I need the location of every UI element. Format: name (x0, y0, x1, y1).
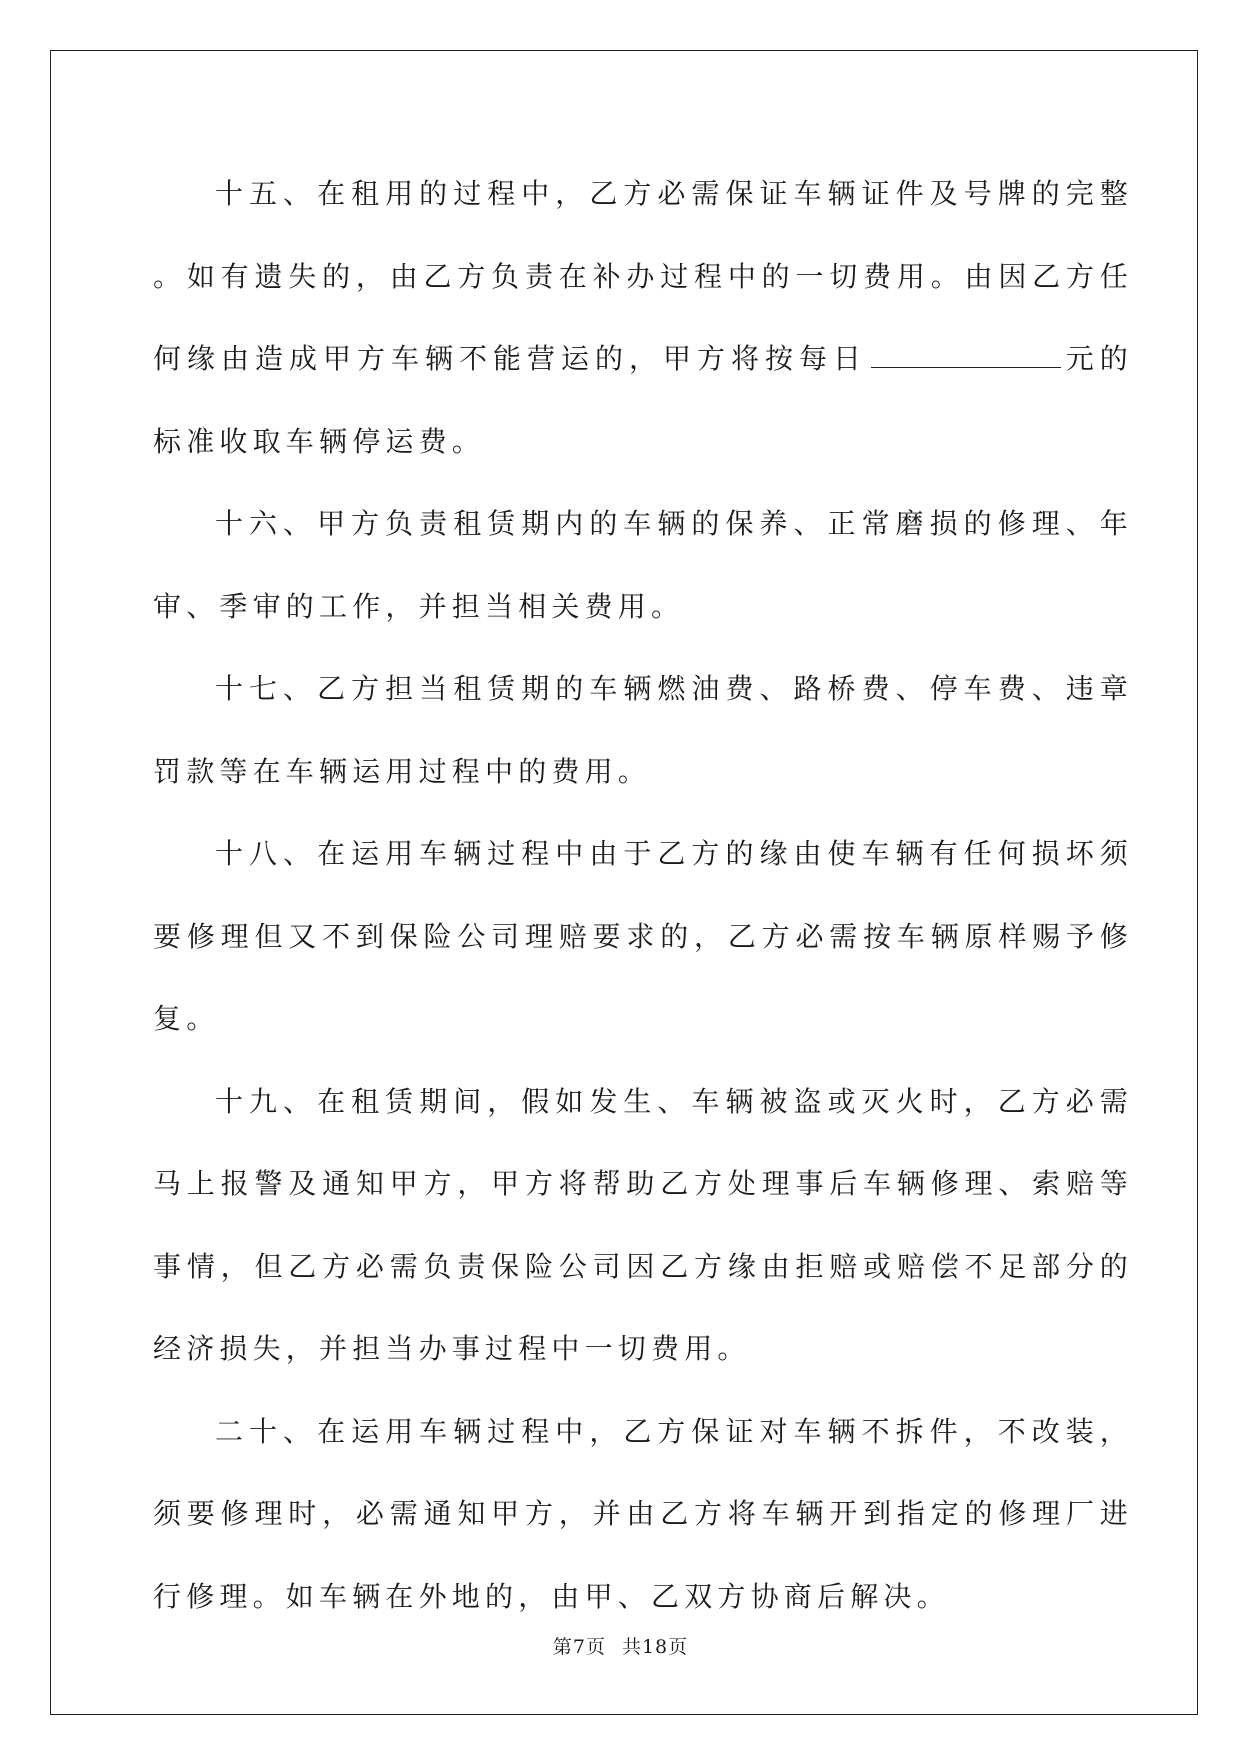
document-body (153, 153, 1133, 1638)
clause-15-paragraph (153, 153, 1133, 483)
clause-15-text-before-blank: 十五、在租用的过程中，乙方必需保证车辆证件及号牌的完整。如有遗失的，由乙方负责在补办过程中的一切费用。由因乙方任何缘由造成甲方车辆不能营运的，甲方将按每日 (153, 177, 1133, 375)
total-page-count: 共18页 (621, 1636, 689, 1658)
page-footer (0, 1632, 1241, 1659)
clause-19-paragraph: 十九、在租赁期间，假如发生、车辆被盗或灭火时，乙方必需马上报警及通知甲方，甲方将帮助乙方处理事后车辆修理、索赔等事情，但乙方必需负责保险公司因乙方缘由拒赔或赔偿不足部分的经济损失，并担当办事过程中一切费用。 (153, 1084, 1133, 1365)
clause-16-paragraph: 十六、甲方负责租赁期内的车辆的保养、正常磨损的修理、年审、季审的工作，并担当相关费用。 (153, 507, 1133, 623)
clause-18-paragraph: 十八、在运用车辆过程中由于乙方的缘由使车辆有任何损坏须要修理但又不到保险公司理赔要求的，乙方必需按车辆原样赐予修复。 (153, 837, 1133, 1035)
fill-in-blank-daily-fee (871, 343, 1061, 368)
clause-20-paragraph: 二十、在运用车辆过程中，乙方保证对车辆不拆件，不改装，须要修理时，必需通知甲方，并由乙方将车辆开到指定的修理厂进行修理。如车辆在外地的，由甲、乙双方协商后解决。 (153, 1414, 1133, 1613)
clause-17-paragraph: 十七、乙方担当租赁期的车辆燃油费、路桥费、停车费、违章罚款等在车辆运用过程中的费用。 (153, 672, 1133, 788)
current-page-number: 第7页 (552, 1636, 606, 1658)
clause-15-text-after-blank: 元的标准收取车辆停运费。 (153, 342, 1133, 458)
